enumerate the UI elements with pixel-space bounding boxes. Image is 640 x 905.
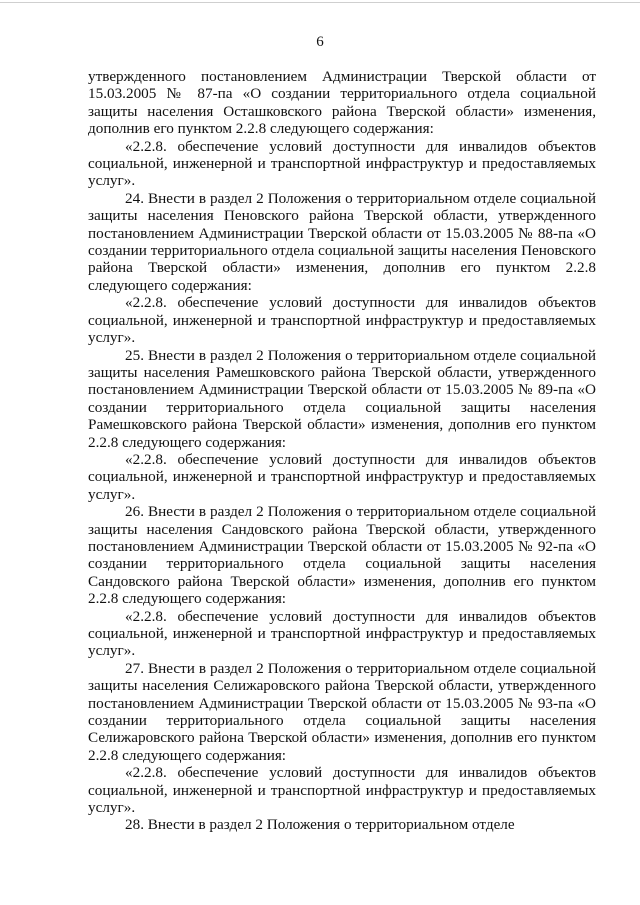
scan-edge-line [0, 2, 640, 3]
paragraph-24-quote: «2.2.8. обеспечение условий доступности для инвалидов объектов социальной, инженерной и транспортной инфраструктур и предоставляемых услуг». [88, 294, 596, 347]
paragraph-27-quote: «2.2.8. обеспечение условий доступности для инвалидов объектов социальной, инженерной и транспортной инфраструктур и предоставляемых услуг». [88, 764, 596, 817]
paragraph-25-quote: «2.2.8. обеспечение условий доступности для инвалидов объектов социальной, инженерной и транспортной инфраструктур и предоставляемых услуг». [88, 450, 596, 503]
paragraph-28: 28. Внести в раздел 2 Положения о территориальном отделе [125, 816, 515, 834]
paragraph-25: 25. Внести в раздел 2 Положения о территориальном отделе социальной защиты населения Рамешковского района Тверской области, утвержденного постановлением Администрации Тверской области от 15.03.2005 № 89-па «О создании территориального отдела социальной защиты населения Рамешковского района Тверской области» изменения, дополнив его пунктом 2.2.8 следующего содержания: [88, 346, 596, 451]
document-body [88, 68, 596, 834]
paragraph-24: 24. Внести в раздел 2 Положения о территориальном отделе социальной защиты населения Пеновского района Тверской области, утвержденного постановлением Администрации Тверской области от 15.03.2005 № 88-па «О создании территориального отдела социальной защиты населения Пеновского района Тверской области» изменения, дополнив его пунктом 2.2.8 следующего содержания: [88, 189, 596, 294]
paragraph-27: 27. Внести в раздел 2 Положения о территориальном отделе социальной защиты населения Селижаровского района Тверской области, утвержденного постановлением Администрации Тверской области от 15.03.2005 № 93-па «О создании территориального отдела социальной защиты населения Селижаровского района Тверской области» изменения, дополнив его пунктом 2.2.8 следующего содержания: [88, 659, 596, 764]
paragraph-26: 26. Внести в раздел 2 Положения о территориальном отделе социальной защиты населения Сандовского района Тверской области, утвержденного постановлением Администрации Тверской области от 15.03.2005 № 92-па «О создании территориального отдела социальной защиты населения Сандовского района Тверской области» изменения, дополнив его пунктом 2.2.8 следующего содержания: [88, 503, 596, 608]
page-number: 6 [316, 34, 324, 50]
paragraph-26-quote: «2.2.8. обеспечение условий доступности для инвалидов объектов социальной, инженерной и транспортной инфраструктур и предоставляемых услуг». [88, 607, 596, 660]
paragraph-23-continuation: утвержденного постановлением Администрации Тверской области от 15.03.2005 № 87-па «О создании территориального отдела социальной защиты населения Осташковского района Тверской области» изменения, дополнив его пунктом 2.2.8 следующего содержания: [88, 68, 596, 138]
paragraph-23-quote: «2.2.8. обеспечение условий доступности для инвалидов объектов социальной, инженерной и транспортной инфраструктур и предоставляемых услуг». [88, 137, 596, 190]
